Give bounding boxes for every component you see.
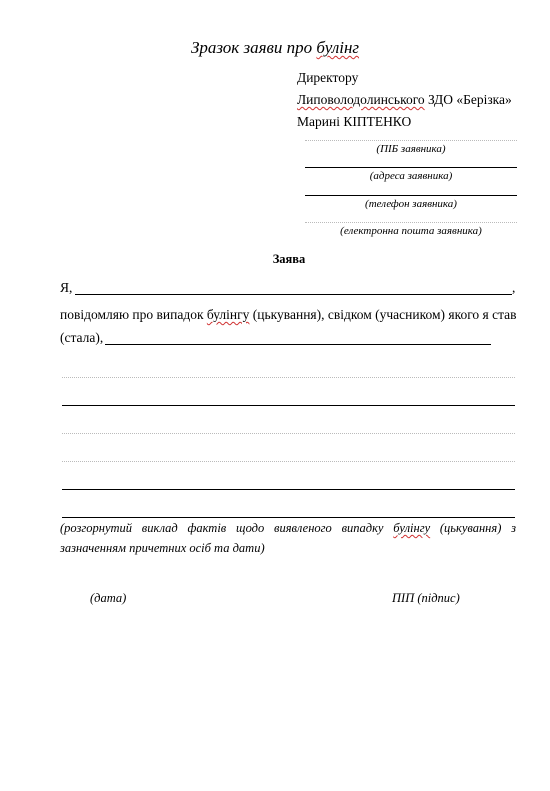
- applicant-address-line: [305, 167, 517, 168]
- applicant-name-hint: (ПІБ заявника): [376, 143, 446, 155]
- body-line-1-start: Я,: [60, 280, 73, 295]
- document-title: [0, 38, 550, 58]
- applicant-address-hint: (адреса заявника): [369, 170, 453, 182]
- date-label: (дата): [90, 591, 127, 605]
- description-line-4: [62, 461, 515, 462]
- description-hint: [60, 518, 516, 558]
- body-name-blank: [75, 294, 512, 295]
- description-line-5: [62, 489, 515, 490]
- body-line-2-text: повідомляю про випадок: [60, 307, 207, 322]
- body-line-2-wavy-word: булінгу: [206, 307, 250, 322]
- applicant-phone-line: [305, 195, 517, 196]
- statement-heading: Заява: [272, 252, 306, 266]
- body-line-3-start: (стала),: [60, 330, 104, 345]
- description-hint-text: (розгорнутий виклад фактів щодо виявленого випадку: [60, 521, 394, 535]
- addressee-institution: [297, 92, 512, 108]
- description-hint-rest: (цькування) з зазначенням причетних осіб та дати): [60, 521, 516, 555]
- description-line-2: [62, 405, 515, 406]
- signature-label: ПІП (підпис): [392, 591, 460, 605]
- description-line-3: [62, 433, 515, 434]
- applicant-phone-hint: (телефон заявника): [365, 198, 457, 210]
- body-line-2: [60, 307, 517, 323]
- description-line-1: [62, 377, 515, 378]
- title-wavy-word: булінг: [316, 38, 360, 57]
- description-hint-wavy-word: булінгу: [393, 521, 431, 535]
- institution-village: Липоволодолинського: [297, 92, 425, 107]
- body-line-3-blank: [105, 344, 491, 345]
- body-line-1-end: ,: [512, 280, 516, 295]
- applicant-email-line: [305, 222, 517, 223]
- title-text: Зразок заяви про: [190, 38, 317, 57]
- addressee-name: Марині КІПТЕНКО: [297, 114, 412, 129]
- applicant-name-line: [305, 140, 517, 141]
- addressee-position: Директору: [297, 70, 359, 85]
- applicant-email-hint: (електронна пошта заявника): [340, 225, 482, 237]
- body-line-2-rest: (цькування), свідком (учасником) якого я став: [249, 307, 517, 322]
- institution-name: ЗДО «Берізка»: [424, 92, 512, 107]
